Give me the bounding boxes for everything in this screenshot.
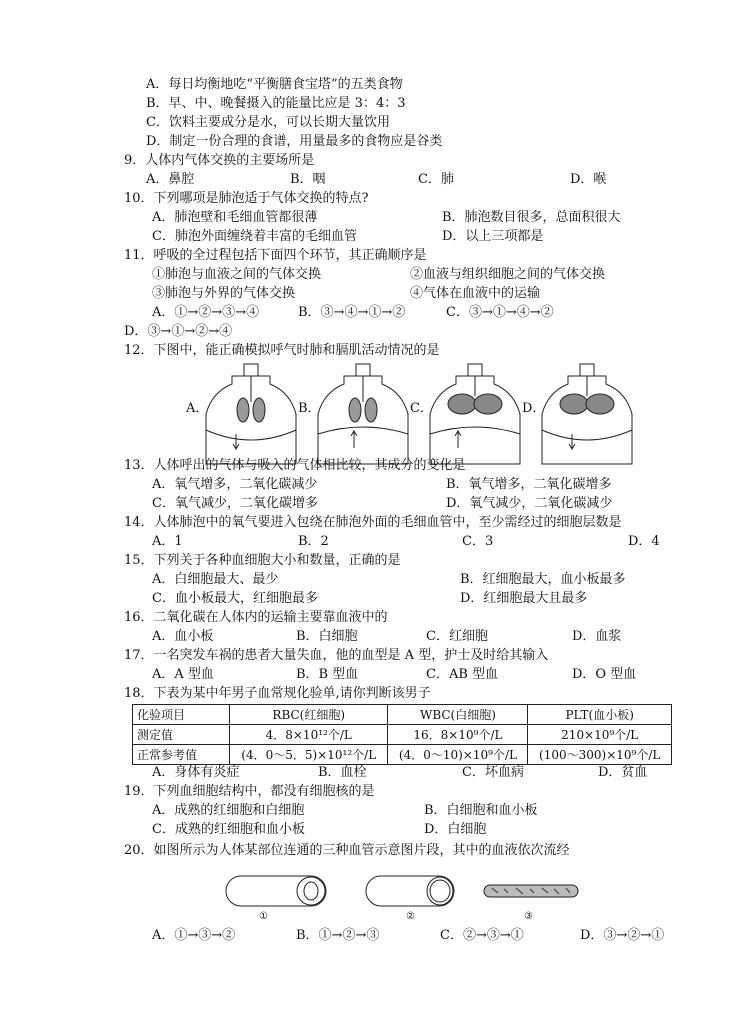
q8-option-b: B．早、中、晚餐摄入的能量比应是 3：4：3 (146, 96, 406, 111)
q19-option-a: A．成熟的红细胞和白细胞 (152, 803, 305, 818)
q17-option-d: D．O 型血 (572, 667, 637, 682)
q14-option-d: D．4 (628, 534, 660, 549)
q12-stem: 12．下图中，能正确模拟呼气时肺和膈肌活动情况的是 (124, 343, 440, 358)
q14-option-c: C．3 (462, 534, 494, 549)
q11-step-4: ④气体在血液中的运输 (410, 286, 541, 301)
q9-option-c: C．肺 (418, 172, 454, 187)
q16-option-d: D．血浆 (572, 629, 622, 644)
q17-option-a: A．A 型血 (152, 667, 214, 682)
q13-option-a: A．氧气增多，二氧化碳减少 (152, 477, 318, 492)
q17-option-c: C．AB 型血 (426, 667, 499, 682)
q16-option-b: B．白细胞 (296, 629, 358, 644)
q11-step-3: ③肺泡与外界的气体交换 (152, 286, 296, 301)
q15-option-d: D．红细胞最大且最多 (460, 591, 588, 606)
table-row (133, 745, 672, 765)
q19-option-d: D．白细胞 (424, 822, 487, 837)
q15-option-c: C．血小板最大，红细胞最多 (152, 591, 318, 606)
table-cell: (4．0～10)×10⁹个/L (388, 745, 528, 765)
q16-option-c: C．红细胞 (426, 629, 488, 644)
q12-label-b: B． (298, 401, 321, 416)
table-cell: 210×10⁹个/L (528, 725, 672, 745)
q11-option-b: B．③→④→①→② (298, 305, 406, 320)
q15-stem: 15．下列关于各种血细胞大小和数量，正确的是 (124, 553, 401, 568)
q8-option-c: C．饮料主要成分是水，可以长期大量饮用 (146, 115, 390, 130)
q9-option-a: A．鼻腔 (146, 172, 195, 187)
bell-jar-d (542, 364, 632, 464)
q10-option-c: C．肺泡外面缠绕着丰富的毛细血管 (152, 229, 357, 244)
q11-option-a: A．①→②→③→④ (152, 305, 260, 320)
table-cell: 测定值 (133, 725, 230, 745)
q15-option-a: A．白细胞最大、最少 (152, 572, 279, 587)
vessel-2-label: ② (406, 911, 415, 922)
q17-stem: 17．一名突发车祸的患者大量失血，他的血型是 A 型，护士及时给其输入 (124, 648, 549, 663)
q14-option-b: B．2 (298, 534, 329, 549)
q20-option-d: D．③→②→① (580, 928, 665, 943)
vessel-1-label: ① (259, 911, 268, 922)
vessel-2 (366, 876, 454, 906)
q18-option-d: D．贫血 (598, 765, 648, 780)
q20-option-c: C．②→③→① (440, 928, 524, 943)
bell-jar-c (430, 364, 520, 464)
table-header-cell: 化验项目 (133, 705, 230, 725)
q13-stem: 13．人体呼出的气体与吸入的气体相比较，其成分的变化是 (124, 458, 466, 473)
q19-stem: 19．下列血细胞结构中，都没有细胞核的是 (124, 784, 375, 799)
q11-stem: 11．呼吸的全过程包括下面四个环节，其正确顺序是 (124, 248, 427, 263)
q14-stem: 14．人体肺泡中的氧气要进入包绕在肺泡外面的毛细血管中，至少需经过的细胞层数是 (124, 515, 622, 530)
q14-option-a: A．1 (152, 534, 183, 549)
q10-option-a: A．肺泡壁和毛细血管都很薄 (152, 210, 318, 225)
table-row (133, 725, 672, 745)
q9-option-b: B．咽 (290, 172, 326, 187)
vessel-3 (484, 885, 578, 897)
q10-stem: 10．下列哪项是肺泡适于气体交换的特点? (124, 191, 369, 206)
q11-step-1: ①肺泡与血液之间的气体交换 (152, 267, 322, 282)
q19-option-c: C．成熟的红细胞和血小板 (152, 822, 305, 837)
q13-option-c: C．氧气减少，二氧化碳增多 (152, 496, 318, 511)
q17-option-b: B．B 型血 (296, 667, 359, 682)
q8-option-a: A．每日均衡地吃“平衡膳食宝塔”的五类食物 (146, 77, 403, 92)
vessel-3-label: ③ (524, 911, 533, 922)
table-header-cell: PLT(血小板) (528, 705, 672, 725)
bell-jar-b (318, 364, 408, 464)
q9-option-d: D．喉 (570, 172, 607, 187)
q16-stem: 16．二氧化碳在人体内的运输主要靠血液中的 (124, 610, 388, 625)
q12-label-a: A． (186, 401, 209, 416)
q15-option-b: B．红细胞最大，血小板最多 (460, 572, 626, 587)
q11-option-c: C．③→①→④→② (446, 305, 554, 320)
q10-option-b: B．肺泡数目很多，总面积很大 (442, 210, 621, 225)
q16-option-a: A．血小板 (152, 629, 214, 644)
q18-stem: 18．下表为某中年男子血常规化验单,请你判断该男子 (124, 686, 431, 701)
q18-option-b: B．血栓 (318, 765, 367, 780)
q20-stem: 20．如图所示为人体某部位连通的三种血管示意图片段，其中的血液依次流经 (124, 843, 570, 858)
q13-option-b: B．氧气增多，二氧化碳增多 (446, 477, 612, 492)
q12-label-d: D． (522, 401, 546, 416)
table-cell: (4．0～5．5)×10¹²个/L (230, 745, 388, 765)
q8-option-d: D．制定一份合理的食谱，用量最多的食物应是谷类 (146, 134, 443, 149)
bell-jar-a (206, 364, 296, 464)
q12-label-c: C． (410, 401, 433, 416)
q11-option-d: D．③→①→②→④ (124, 324, 233, 339)
table-header-cell: RBC(红细胞) (230, 705, 388, 725)
q18-option-a: A．身体有炎症 (152, 765, 240, 780)
table-header-row (133, 705, 672, 725)
table-cell: 4．8×10¹²个/L (230, 725, 388, 745)
q20-option-b: B．①→②→③ (296, 928, 380, 943)
q20-option-a: A．①→③→② (152, 928, 236, 943)
table-cell: 16．8×10⁹个/L (388, 725, 528, 745)
q18-option-c: C．坏血病 (462, 765, 524, 780)
table-cell: (100～300)×10⁹个/L (528, 745, 672, 765)
q10-option-d: D．以上三项都是 (442, 229, 544, 244)
table-header-cell: WBC(白细胞) (388, 705, 528, 725)
q11-step-2: ②血液与组织细胞之间的气体交换 (410, 267, 606, 282)
blood-test-table (132, 704, 672, 765)
q19-option-b: B．白细胞和血小板 (424, 803, 538, 818)
q13-option-d: D．氧气减少，二氧化碳减少 (446, 496, 613, 511)
table-cell: 正常参考值 (133, 745, 230, 765)
q9-stem: 9．人体内气体交换的主要场所是 (124, 153, 315, 168)
vessel-1 (226, 876, 326, 906)
